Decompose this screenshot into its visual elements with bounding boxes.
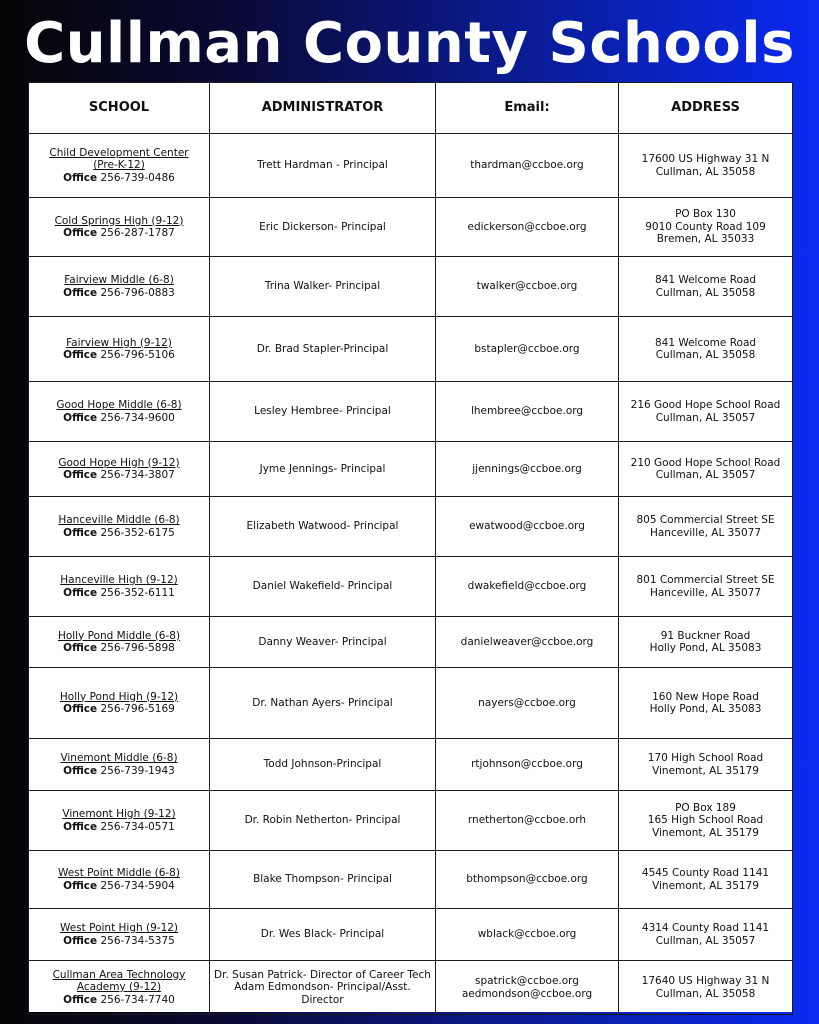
administrator-cell	[210, 668, 436, 739]
office-label: Office	[63, 879, 98, 892]
table-row	[29, 442, 793, 497]
phone-number: 256-287-1787	[100, 227, 175, 239]
administrator-cell	[210, 198, 436, 257]
schools-table	[28, 82, 793, 1015]
office-label: Office	[63, 469, 98, 481]
office-label: Office	[63, 993, 98, 1006]
email-link[interactable]: jjennings@ccboe.org	[472, 462, 582, 475]
administrator-name: Jyme Jennings- Principal	[259, 462, 386, 475]
email-link[interactable]: thardman@ccboe.org	[470, 159, 584, 172]
administrator-name: Blake Thompson- Principal	[253, 873, 392, 886]
email-link[interactable]: twalker@ccboe.org	[476, 280, 578, 293]
administrator-cell	[210, 442, 436, 497]
table-row	[29, 617, 793, 668]
address-line: 841 Welcome Road	[654, 274, 757, 286]
address-line: Cullman, AL 35058	[655, 987, 756, 1000]
address-line: Cullman, AL 35058	[655, 286, 756, 299]
email-cell	[436, 317, 619, 382]
email-cell	[436, 198, 619, 257]
address-line: Bremen, AL 35033	[656, 233, 755, 246]
address-line: Cullman, AL 35058	[655, 349, 756, 361]
administrator-cell	[210, 791, 436, 851]
address-line: 216 Good Hope School Road	[630, 399, 781, 411]
administrator-name: Trina Walker- Principal	[264, 280, 381, 293]
address-line: 805 Commercial Street SE	[636, 514, 775, 526]
header-administrator: ADMINISTRATOR	[210, 83, 436, 134]
email-cell	[436, 617, 619, 668]
school-cell	[29, 442, 210, 497]
school-name-link[interactable]: Vinemont Middle (6-8)	[60, 752, 178, 764]
administrator-cell	[210, 382, 436, 442]
phone-number: 256-796-5169	[100, 703, 175, 715]
phone-number: 256-352-6175	[100, 526, 175, 539]
administrator-name: Elizabeth Watwood- Principal	[246, 520, 399, 533]
address-line: 4314 County Road 1141	[641, 922, 770, 934]
phone-number: 256-796-0883	[100, 286, 175, 299]
office-phone	[32, 527, 206, 540]
administrator-cell	[210, 617, 436, 668]
address-line: Hanceville, AL 35077	[649, 526, 762, 539]
school-name-link[interactable]: Hanceville High (9-12)	[60, 574, 178, 586]
address-line: Cullman, AL 35057	[655, 469, 756, 481]
table-row	[29, 909, 793, 961]
address-cell	[619, 257, 793, 317]
email-link[interactable]: danielweaver@ccboe.org	[460, 635, 594, 648]
administrator-name: Danny Weaver- Principal	[258, 635, 387, 648]
school-cell	[29, 791, 210, 851]
table-row	[29, 497, 793, 557]
table-row	[29, 961, 793, 1015]
email-link[interactable]: lhembree@ccboe.org	[470, 405, 584, 418]
table-header-row	[29, 83, 793, 134]
address-cell	[619, 668, 793, 739]
phone-number: 256-734-0571	[100, 820, 175, 833]
office-phone	[32, 469, 206, 482]
school-name-link[interactable]: Holly Pond High (9-12)	[59, 690, 179, 703]
address-cell	[619, 134, 793, 198]
office-label: Office	[63, 764, 98, 777]
address-line: 160 New Hope Road	[652, 690, 759, 703]
school-cell	[29, 134, 210, 198]
email-cell	[436, 909, 619, 961]
school-name-link[interactable]: Academy (9-12)	[76, 981, 162, 994]
email-link[interactable]: dwakefield@ccboe.org	[467, 580, 587, 593]
address-cell	[619, 382, 793, 442]
school-name-link[interactable]: Holly Pond Middle (6-8)	[57, 629, 181, 642]
administrator-name: Dr. Robin Netherton- Principal	[244, 814, 401, 827]
address-cell	[619, 791, 793, 851]
address-cell	[619, 909, 793, 961]
office-label: Office	[63, 227, 98, 239]
office-phone	[32, 287, 206, 300]
office-phone	[32, 587, 206, 600]
address-line: Cullman, AL 35057	[655, 411, 756, 424]
phone-number: 256-734-9600	[100, 411, 175, 424]
administrator-name: Dr. Brad Stapler-Principal	[256, 342, 389, 355]
email-link[interactable]: rtjohnson@ccboe.org	[471, 758, 583, 771]
table-row	[29, 198, 793, 257]
office-label: Office	[63, 411, 98, 424]
email-cell	[436, 382, 619, 442]
school-name-link[interactable]: West Point High (9-12)	[59, 922, 179, 934]
school-cell	[29, 617, 210, 668]
administrator-name: Eric Dickerson- Principal	[259, 220, 386, 233]
school-cell	[29, 739, 210, 791]
address-cell	[619, 317, 793, 382]
address-line: 17640 US Highway 31 N	[641, 975, 770, 987]
office-phone	[32, 994, 206, 1007]
office-phone	[32, 821, 206, 834]
office-phone	[32, 412, 206, 425]
school-cell	[29, 961, 210, 1015]
schools-table-container	[28, 82, 792, 1012]
office-label: Office	[63, 349, 98, 361]
table-row	[29, 791, 793, 851]
email-cell	[436, 442, 619, 497]
address-line: Vinemont, AL 35179	[652, 879, 759, 892]
administrator-cell	[210, 739, 436, 791]
administrator-name: Trett Hardman - Principal	[257, 159, 388, 172]
page-title: Cullman County Schools	[24, 11, 795, 76]
email-link[interactable]: edickerson@ccboe.org	[467, 220, 587, 233]
office-label: Office	[63, 703, 98, 715]
administrator-cell	[210, 497, 436, 557]
school-cell	[29, 317, 210, 382]
email-link[interactable]: spatrick@ccboe.org	[475, 975, 579, 987]
school-cell	[29, 851, 210, 909]
school-cell	[29, 909, 210, 961]
email-link[interactable]: bstapler@ccboe.org	[474, 342, 580, 355]
office-phone	[32, 703, 206, 716]
office-phone	[32, 642, 206, 655]
office-label: Office	[63, 286, 98, 299]
address-line: 9010 County Road 109	[645, 220, 766, 233]
school-name-link[interactable]: Good Hope High (9-12)	[58, 456, 180, 469]
administrator-name: Dr. Wes Black- Principal	[260, 928, 385, 941]
email-cell	[436, 497, 619, 557]
phone-number: 256-734-3807	[100, 469, 175, 481]
school-cell	[29, 668, 210, 739]
phone-number: 256-796-5898	[100, 642, 175, 654]
table-row	[29, 851, 793, 909]
email-link[interactable]: aedmondson@ccboe.org	[461, 987, 593, 1000]
school-name-link[interactable]: Good Hope Middle (6-8)	[56, 399, 182, 411]
email-cell	[436, 739, 619, 791]
header-address: ADDRESS	[619, 83, 793, 134]
address-line: 170 High School Road	[647, 752, 764, 764]
office-label: Office	[63, 171, 98, 184]
office-phone	[32, 935, 206, 948]
address-line: Cullman, AL 35058	[655, 165, 756, 178]
phone-number: 256-734-7740	[100, 993, 175, 1006]
address-line: 801 Commercial Street SE	[636, 574, 775, 586]
email-link[interactable]: nayers@ccboe.org	[478, 696, 576, 709]
email-cell	[436, 557, 619, 617]
administrator-cell	[210, 134, 436, 198]
address-line: 210 Good Hope School Road	[630, 456, 781, 469]
address-cell	[619, 557, 793, 617]
phone-number: 256-796-5106	[100, 349, 175, 361]
school-name-link[interactable]: West Point Middle (6-8)	[58, 867, 180, 879]
school-cell	[29, 198, 210, 257]
table-row	[29, 382, 793, 442]
phone-number: 256-739-0486	[100, 171, 175, 184]
email-cell	[436, 961, 619, 1015]
table-row	[29, 557, 793, 617]
school-name-link[interactable]: Cullman Area Technology	[52, 968, 186, 981]
administrator-cell	[210, 317, 436, 382]
email-link[interactable]: ewatwood@ccboe.org	[469, 520, 585, 533]
school-name-link[interactable]: Cold Springs High (9-12)	[54, 214, 184, 227]
address-line: PO Box 130	[675, 208, 736, 221]
header-school: SCHOOL	[29, 83, 210, 134]
table-row	[29, 257, 793, 317]
address-cell	[619, 198, 793, 257]
header-email: Email:	[436, 83, 619, 134]
administrator-name: Dr. Susan Patrick- Director of Career Tech	[214, 968, 431, 981]
phone-number: 256-734-5375	[100, 934, 175, 947]
table-row	[29, 317, 793, 382]
school-cell	[29, 497, 210, 557]
administrator-cell	[210, 557, 436, 617]
table-row	[29, 668, 793, 739]
email-cell	[436, 791, 619, 851]
administrator-name: Dr. Nathan Ayers- Principal	[252, 696, 393, 709]
address-line: 91 Buckner Road	[660, 629, 751, 642]
office-label: Office	[63, 820, 98, 833]
phone-number: 256-352-6111	[100, 586, 175, 599]
school-cell	[29, 557, 210, 617]
school-name-link[interactable]: Fairview Middle (6-8)	[64, 274, 174, 286]
address-cell	[619, 961, 793, 1015]
address-cell	[619, 497, 793, 557]
school-name-link[interactable]: Hanceville Middle (6-8)	[58, 514, 180, 526]
email-link[interactable]: bthompson@ccboe.org	[466, 873, 588, 886]
phone-number: 256-739-1943	[100, 764, 175, 777]
school-cell	[29, 257, 210, 317]
school-name-link[interactable]: Vinemont High (9-12)	[62, 808, 176, 820]
administrator-cell	[210, 257, 436, 317]
email-cell	[436, 851, 619, 909]
administrator-cell	[210, 909, 436, 961]
school-name-link[interactable]: (Pre-K-12)	[93, 159, 145, 172]
administrator-cell	[210, 851, 436, 909]
email-link[interactable]: rnetherton@ccboe.orh	[467, 814, 587, 827]
email-cell	[436, 134, 619, 198]
phone-number: 256-734-5904	[100, 879, 175, 892]
administrator-name: Daniel Wakefield- Principal	[252, 580, 393, 593]
office-phone	[32, 227, 206, 240]
address-line: Vinemont, AL 35179	[652, 826, 759, 839]
address-line: 165 High School Road	[647, 814, 764, 827]
table-row	[29, 134, 793, 198]
email-cell	[436, 257, 619, 317]
administrator-name: Todd Johnson-Principal	[263, 758, 382, 771]
office-label: Office	[63, 934, 98, 947]
address-cell	[619, 851, 793, 909]
email-link[interactable]: wblack@ccboe.org	[477, 928, 577, 941]
school-name-link[interactable]: Fairview High (9-12)	[66, 336, 172, 349]
table-body	[29, 134, 793, 1015]
address-line: Cullman, AL 35057	[655, 934, 756, 947]
address-cell	[619, 739, 793, 791]
school-name-link[interactable]: Child Development Center	[49, 146, 189, 159]
school-cell	[29, 382, 210, 442]
address-cell	[619, 617, 793, 668]
address-line: 17600 US Highway 31 N	[641, 153, 770, 165]
address-line: 841 Welcome Road	[654, 336, 757, 349]
email-cell	[436, 668, 619, 739]
table-row	[29, 739, 793, 791]
office-phone	[32, 349, 206, 362]
administrator-cell	[210, 961, 436, 1015]
address-line: Holly Pond, AL 35083	[649, 703, 762, 715]
address-cell	[619, 442, 793, 497]
administrator-name: Adam Edmondson- Principal/Asst. Director	[234, 981, 411, 1006]
address-line: 4545 County Road 1141	[641, 867, 770, 879]
office-label: Office	[63, 526, 98, 539]
office-phone	[32, 880, 206, 893]
address-line: Hanceville, AL 35077	[649, 586, 762, 599]
office-phone	[32, 172, 206, 185]
administrator-name: Lesley Hembree- Principal	[254, 405, 391, 418]
office-phone	[32, 765, 206, 778]
office-label: Office	[63, 642, 98, 654]
office-label: Office	[63, 586, 98, 599]
address-line: PO Box 189	[675, 801, 736, 814]
address-line: Holly Pond, AL 35083	[649, 642, 762, 654]
address-line: Vinemont, AL 35179	[652, 764, 759, 777]
